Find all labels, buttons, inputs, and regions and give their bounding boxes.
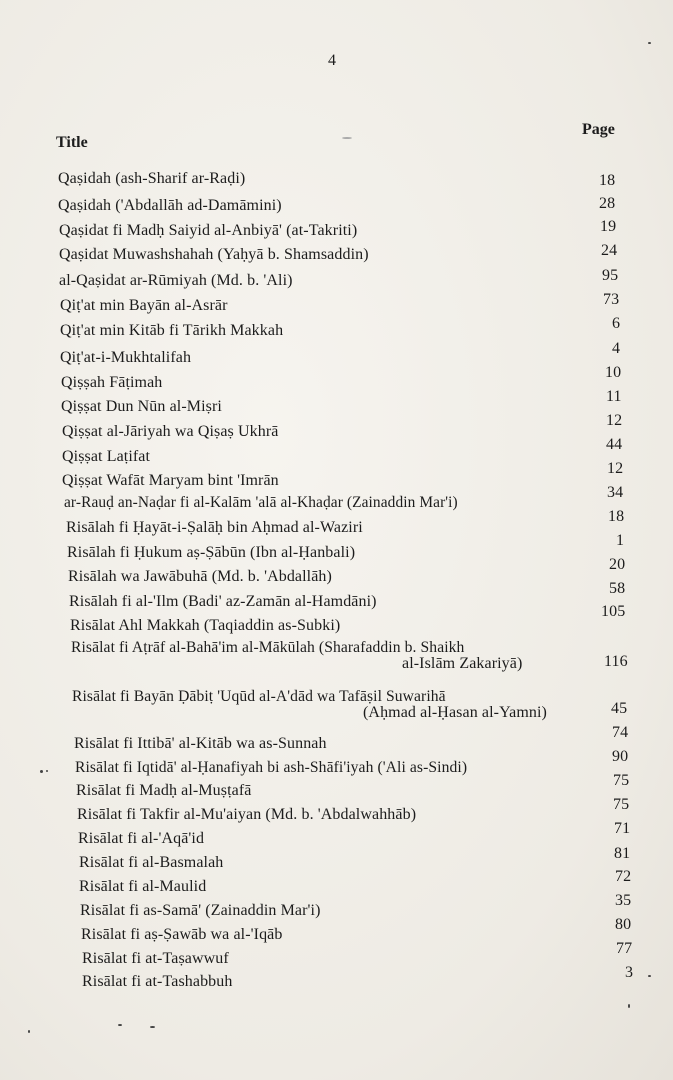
entry-page: 95 <box>602 267 619 284</box>
entry-page: 80 <box>615 916 632 933</box>
entry-page: 73 <box>603 291 620 308</box>
scan-speck <box>628 1004 630 1008</box>
entry-page: 81 <box>614 845 631 862</box>
entry-title: Risālat fi al-'Aqā'id <box>78 830 205 847</box>
scan-speck <box>648 975 651 977</box>
entry-title: ar-Rauḍ an-Naḍar fi al-Kalām 'alā al-Khaḍar (Zainaddin Mar'i) <box>64 494 458 511</box>
entry-page: 90 <box>612 748 629 765</box>
scan-speck <box>40 770 43 773</box>
entry-title: Risālat fi al-Basmalah <box>79 854 224 871</box>
entry-page: 12 <box>607 460 624 477</box>
entry-title: Qiṭ'at min Kitāb fi Tārikh Makkah <box>60 322 284 339</box>
entry-page: 4 <box>612 340 621 357</box>
entry-page: 3 <box>625 964 634 981</box>
entry-title: Qiṭ'at-i-Mukhtalifah <box>60 349 192 366</box>
entry-page: 44 <box>606 436 623 453</box>
entry-title: Risālat fi Iqtidā' al-Ḥanafiyah bi ash-Shāfi'iyah ('Ali as-Sindi) <box>75 759 468 776</box>
scan-speck <box>28 1030 30 1033</box>
entry-page: 24 <box>601 242 618 259</box>
column-header-page: Page <box>582 121 615 138</box>
entry-title: al-Qaṣidat ar-Rūmiyah (Md. b. 'Ali) <box>59 272 293 289</box>
entry-title: Qaṣidah (ash-Sharif ar-Raḍi) <box>58 170 246 187</box>
entry-title: Qiṣṣat Laṭifat <box>62 448 151 465</box>
entry-page: 77 <box>616 940 633 957</box>
entry-title: Qaṣidah ('Abdallāh ad-Damāmini) <box>58 197 282 214</box>
entry-page: 6 <box>612 315 621 332</box>
entry-title: Qaṣidat fi Madḥ Saiyid al-Anbiyā' (at-Takriti) <box>59 222 358 239</box>
entry-title: Qiṣṣat Dun Nūn al-Miṣri <box>61 398 222 415</box>
entry-title-continuation: al-Islām Zakariyā) <box>402 655 523 672</box>
column-header-title: Title <box>56 134 88 151</box>
entry-page: 18 <box>608 508 625 525</box>
entry-page: 45 <box>611 700 628 717</box>
entry-title: Risālat fi Takfir al-Mu'aiyan (Md. b. 'Abdalwahhāb) <box>77 806 417 823</box>
entry-title: Qaṣidat Muwashshahah (Yaḥyā b. Shamsaddin) <box>59 246 369 263</box>
entry-title: Risālat fi at-Taṣawwuf <box>82 950 229 967</box>
entry-title: Risālat fi Ittibā' al-Kitāb wa as-Sunnah <box>74 735 327 752</box>
entry-title: Risālat fi Aṭrāf al-Bahā'im al-Mākūlah (Sharafaddin b. Shaikh <box>71 639 465 656</box>
entry-title: Risālah wa Jawābuhā (Md. b. 'Abdallāh) <box>68 568 332 585</box>
entry-title: Risālat fi at-Tashabbuh <box>82 973 233 990</box>
entry-page: 19 <box>600 218 617 235</box>
entry-title: Risālah fi Ḥayāt-i-Ṣalāḥ bin Aḥmad al-Waziri <box>66 519 363 536</box>
entry-page: 10 <box>605 364 622 381</box>
entry-page: 71 <box>614 820 631 837</box>
scan-speck <box>648 42 651 44</box>
show-through-texture <box>600 140 603 163</box>
entry-title: Qiṣṣah Fāṭimah <box>61 374 163 391</box>
page-number: 4 <box>328 52 336 69</box>
entry-page: 105 <box>601 603 626 620</box>
entry-title: Qiṣṣat al-Jāriyah wa Qiṣaṣ Ukhrā <box>62 423 279 440</box>
entry-title: Risālat fi as-Samā' (Zainaddin Mar'i) <box>80 902 321 919</box>
entry-page: 34 <box>607 484 624 501</box>
entry-page: 35 <box>615 892 632 909</box>
scan-speck <box>342 137 352 139</box>
entry-page: 116 <box>604 653 628 670</box>
entry-page: 74 <box>612 724 629 741</box>
entry-page: 11 <box>606 388 622 405</box>
entry-page: 75 <box>613 796 630 813</box>
entry-title: Risālat fi Madḥ al-Muṣṭafā <box>76 782 252 799</box>
entry-title-continuation: (Aḥmad al-Ḥasan al-Yamni) <box>363 704 547 721</box>
entry-title: Risālah fi Ḥukum aṣ-Ṣābūn (Ibn al-Ḥanbali) <box>67 544 356 561</box>
scan-speck <box>150 1026 155 1028</box>
entry-page: 72 <box>615 868 632 885</box>
scan-speck <box>118 1024 122 1026</box>
entry-title: Risālat fi aṣ-Ṣawāb wa al-'Iqāb <box>81 926 283 943</box>
entry-page: 1 <box>616 532 625 549</box>
entry-title: Risālat fi al-Maulid <box>79 878 207 895</box>
entry-title: Risālah fi al-'Ilm (Badi' az-Zamān al-Hamdāni) <box>69 593 377 610</box>
entry-title: Risālat Ahl Makkah (Taqiaddin as-Subki) <box>70 617 341 634</box>
entry-page: 18 <box>599 172 616 189</box>
entry-page: 12 <box>606 412 623 429</box>
entry-page: 58 <box>609 580 626 597</box>
entry-page: 20 <box>609 556 626 573</box>
entry-page: 75 <box>613 772 630 789</box>
scan-speck <box>46 770 48 772</box>
entry-title: Qiṣṣat Wafāt Maryam bint 'Imrān <box>62 472 279 489</box>
entry-title: Risālat fi Bayān Ḍābiṭ 'Uqūd al-A'dād wa Tafāṣil Suwarihā <box>72 688 446 705</box>
entry-page: 28 <box>599 195 616 212</box>
entry-title: Qiṭ'at min Bayān al-Asrār <box>60 297 228 314</box>
